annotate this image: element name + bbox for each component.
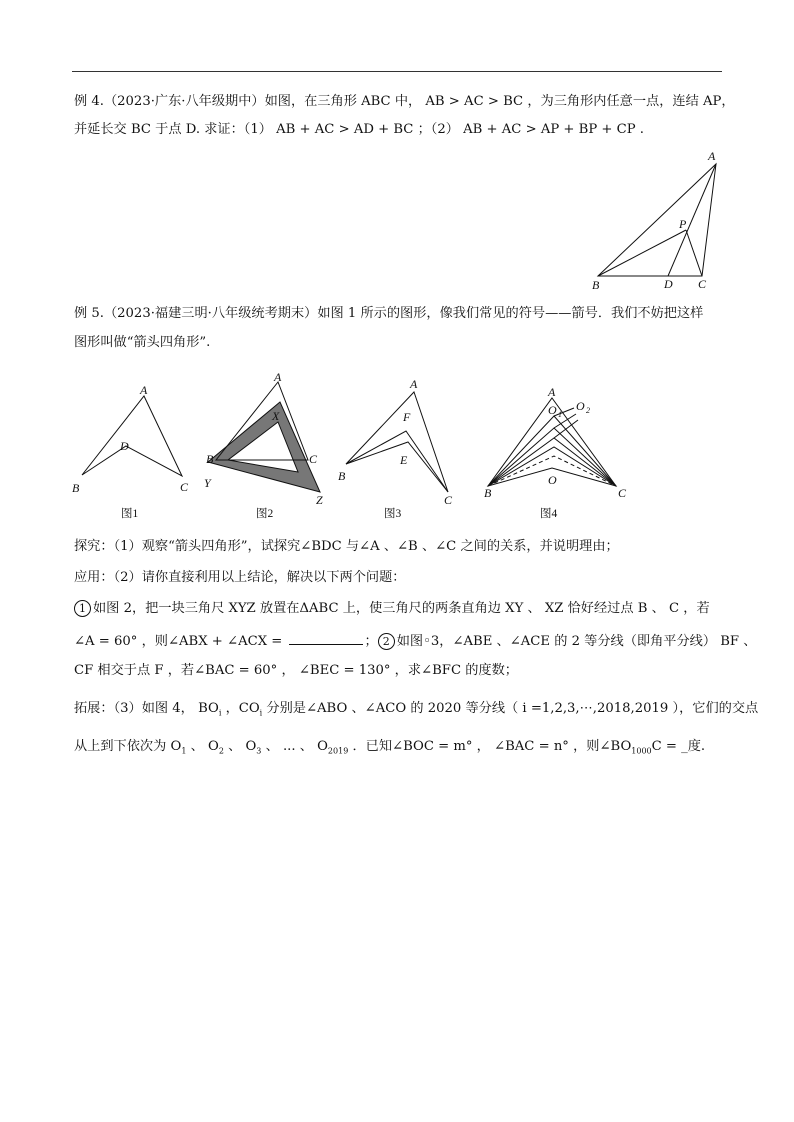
f2-label-c: C	[309, 452, 318, 466]
f1-label-c: C	[180, 480, 189, 494]
question-1: 探究：（1）观察“箭头四角形”，试探究∠BDC 与∠A 、∠B 、∠C 之间的关系，并说明理由；	[74, 539, 619, 554]
f1-label-d: D	[120, 439, 129, 453]
circle-number-1: 1	[74, 600, 91, 617]
question-2: 应用：（2）请你直接利用以上结论，解决以下两个问题：	[74, 570, 406, 585]
f3-label-c: C	[444, 493, 453, 507]
q3-text-2f: C = _度.	[651, 739, 706, 754]
question-2a-line2	[74, 632, 757, 651]
caption-fig2: 图2	[256, 508, 274, 520]
f4-label-o2: O	[576, 399, 585, 413]
segment-cp	[686, 230, 702, 276]
ex5-line2: 图形叫做“箭头四角形”.	[74, 335, 211, 350]
f1-label-b: B	[72, 481, 80, 495]
circle-number-2: 2	[378, 633, 395, 650]
label-d: D	[664, 277, 673, 291]
f4-label-o: O	[548, 473, 557, 487]
caption-fig4: 图4	[540, 508, 558, 520]
f4-label-o2-sub: 2	[586, 406, 590, 415]
label-a: A	[708, 149, 716, 163]
figure-4	[478, 380, 648, 522]
f4-label-c: C	[618, 486, 627, 500]
q3-text-2a: 从上到下依次为 O	[74, 739, 182, 754]
f3-label-a: A	[410, 377, 418, 391]
question-3-line1	[74, 700, 759, 723]
q3-text-2e: ．已知∠BOC = m° ， ∠BAC = n° ，则∠BO	[348, 739, 632, 754]
f4-label-o1: O	[548, 403, 557, 417]
answer-blank[interactable]	[289, 632, 363, 645]
caption-fig1: 图1	[121, 508, 139, 520]
triangle-abc	[598, 164, 716, 276]
q3-text-2c: 、 O	[223, 739, 257, 754]
question-3-line2	[74, 738, 724, 761]
figure-1	[66, 378, 206, 523]
ex5-line1: 例 5.（2023·福建三明·八年级统考期末）如图 1 所示的图形，像我们常见的符号——箭号．我们不妨把这样	[74, 306, 704, 321]
q2a-text-2b: ；	[364, 634, 378, 649]
q3-sub-1: i	[218, 708, 222, 718]
f4-label-b: B	[484, 486, 492, 500]
q3-sub-s1: 1	[181, 746, 187, 756]
figure-3	[334, 376, 474, 522]
f1-label-a: A	[140, 383, 148, 397]
q2a-text-1: 如图 2，把一块三角尺 XYZ 放置在ΔABC 上，使三角尺的两条直角边 XY 、 XZ 恰好经过点 B 、 C ，若	[93, 601, 710, 616]
q3-text-1end: 分别是∠ABO 、∠ACO 的 2020 等分线（ i =1,2,3,⋯,2018,2019 ），它们的交点	[262, 701, 759, 716]
ex4-line2: 并延长交 BC 于点 D. 求证：（1） AB + AC > AD + BC ；（2） AB + AC > AP + BP + CP .	[74, 122, 644, 137]
f2-label-a: A	[274, 370, 282, 384]
q3-sub-s5: 1000	[631, 746, 652, 756]
label-b: B	[592, 278, 600, 292]
q2a-text-2c: 如图◦3，∠ABE 、∠ACE 的 2 等分线（即角平分线） BF 、	[396, 634, 757, 649]
f2-label-z: Z	[316, 493, 323, 507]
label-c: C	[698, 277, 707, 291]
q3-text-1mid: ，CO	[221, 701, 260, 716]
figure-2	[196, 370, 346, 520]
q3-sub-s3: 3	[256, 746, 262, 756]
q3-text-2b: 、 O	[186, 739, 219, 754]
f4-label-a: A	[548, 385, 556, 399]
ex4-line1: 例 4.（2023·广东·八年级期中）如图，在三角形 ABC 中， AB > AC > BC ，为三角形内任意一点，连结 AP，	[74, 94, 735, 109]
f4-label-o1-sub: 1	[558, 410, 562, 419]
label-p: P	[679, 217, 687, 231]
q3-text-2d: 、 ... 、 O	[261, 739, 328, 754]
f2-label-x: X	[272, 409, 280, 423]
q3-text-1: 拓展：（3）如图 4， BO	[74, 701, 219, 716]
header-rule	[72, 71, 722, 72]
q3-sub-s4: 2019	[327, 746, 349, 756]
segment-bp	[598, 230, 686, 276]
f2-label-y: Y	[204, 476, 211, 490]
q3-sub-s2: 2	[218, 746, 224, 756]
f3-label-f: F	[403, 410, 411, 424]
f3-label-e: E	[400, 453, 408, 467]
caption-fig3: 图3	[384, 508, 402, 520]
question-2a-line1	[74, 600, 724, 618]
ex4-figure	[590, 148, 730, 293]
question-2a-line3: CF 相交于点 F ，若∠BAC = 60° ， ∠BEC = 130° ，求∠BFC 的度数；	[74, 663, 518, 678]
f2-label-b: B	[206, 452, 214, 466]
f3-label-b: B	[338, 469, 346, 483]
q2a-text-2a: ∠A = 60° ，则∠ABX + ∠ACX =	[74, 634, 287, 649]
q3-sub-2: i	[259, 708, 263, 718]
